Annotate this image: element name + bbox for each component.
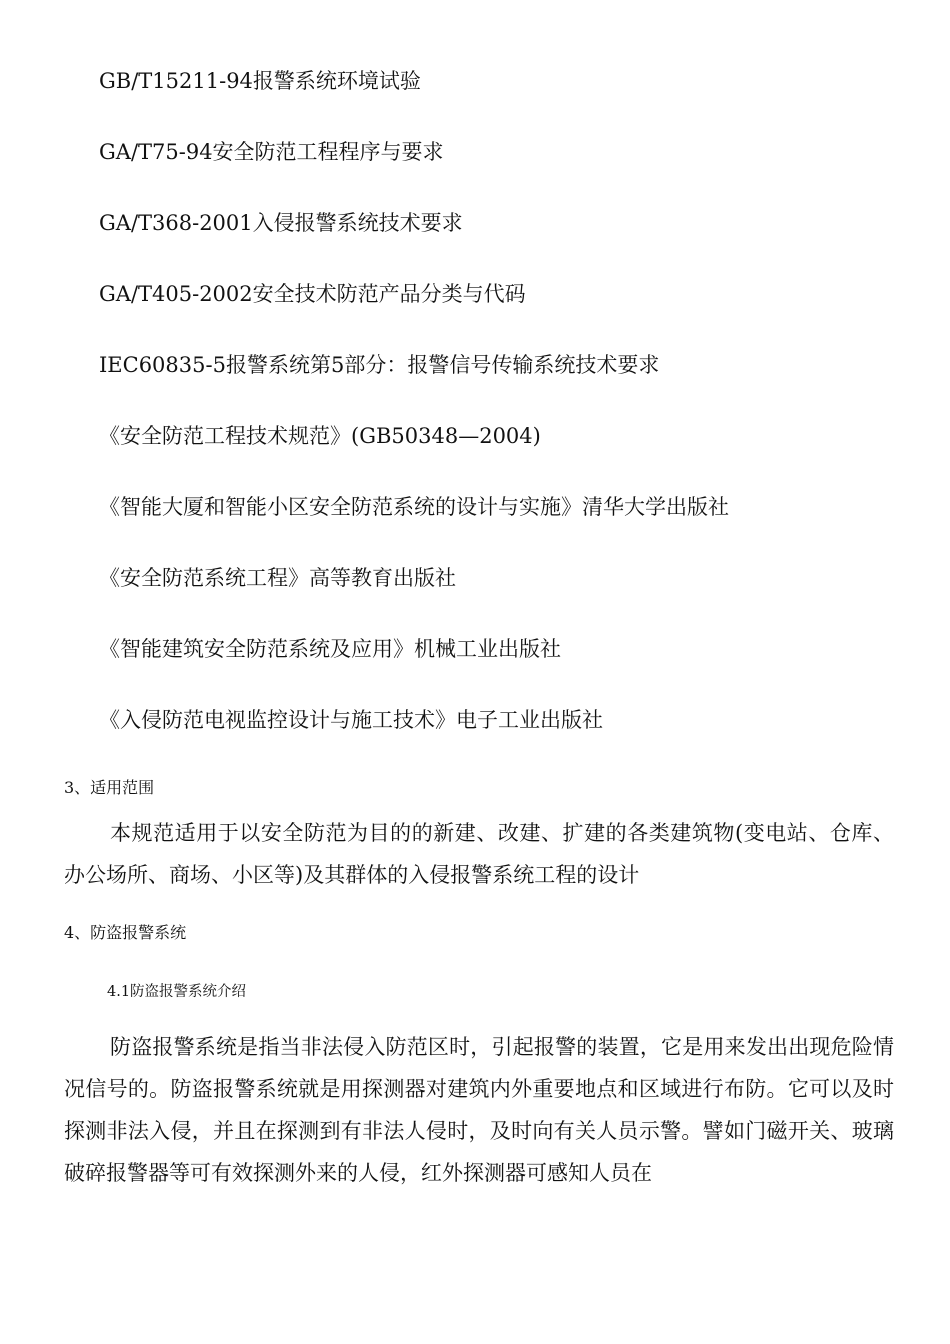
- list-item: 《安全防范工程技术规范》(GB50348—2004): [99, 424, 541, 448]
- section-4-heading: 4、防盗报警系统: [64, 923, 187, 942]
- list-item: 《入侵防范电视监控设计与施工技术》电子工业出版社: [99, 708, 603, 732]
- section-4-1-paragraph: 防盗报警系统是指当非法侵入防范区时，引起报警的装置，它是用来发出出现危险情况信号的。防盗报警系统就是用探测器对建筑内外重要地点和区域进行布防。它可以及时探测非法入侵，并且在探测到有非法人侵时，及时向有关人员示警。譬如门磁开关、玻璃破碎报警器等可有效探测外来的人侵，红外探测器可感知人员在: [64, 1035, 894, 1185]
- list-item: GA/T368-2001入侵报警系统技术要求: [99, 211, 463, 235]
- list-item: 《安全防范系统工程》高等教育出版社: [99, 566, 456, 590]
- section-3-paragraph: 本规范适用于以安全防范为目的的新建、改建、扩建的各类建筑物(变电站、仓库、办公场所、商场、小区等)及其群体的入侵报警系统工程的设计: [64, 821, 894, 887]
- list-item: GA/T405-2002安全技术防范产品分类与代码: [99, 282, 526, 306]
- list-item: GA/T75-94安全防范工程程序与要求: [99, 140, 444, 164]
- section-4-1-heading: 4.1防盗报警系统介绍: [107, 984, 247, 1000]
- list-item: 《智能建筑安全防范系统及应用》机械工业出版社: [99, 637, 561, 661]
- section-3-heading: 3、适用范围: [64, 778, 155, 797]
- list-item: IEC60835-5报警系统第5部分：报警信号传输系统技术要求: [99, 353, 660, 377]
- reference-standards-list: [99, 64, 729, 774]
- list-item: GB/T15211-94报警系统环境试验: [99, 69, 421, 93]
- list-item: 《智能大厦和智能小区安全防范系统的设计与实施》清华大学出版社: [99, 495, 729, 519]
